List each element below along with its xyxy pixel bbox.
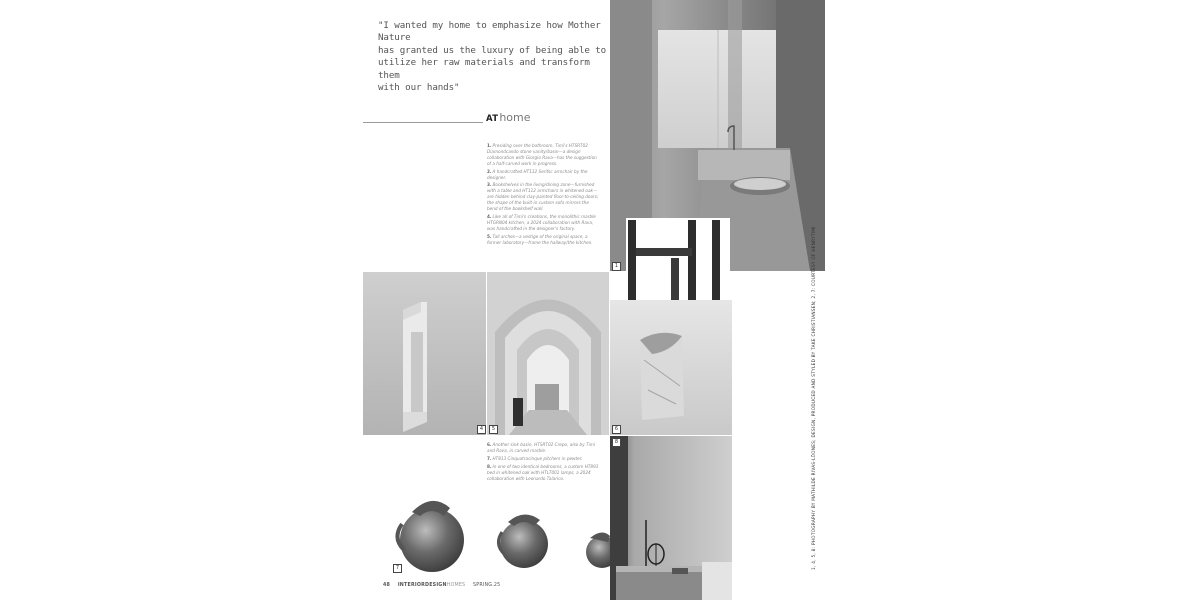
page-footer [383,583,506,588]
arches-image [487,272,609,435]
caption-3: 3.Bookshelves in the living/dining zone—furnished with a table and HT112 armchairs in whitened oak—are hidden behind clay-painted floor-to-ceiling doors; the shape of the built-in custom sofa mirrors the bend of the bookshelf wall. [487,182,599,212]
captions-top [487,143,599,248]
photo-label-1: 1 [612,262,621,271]
caption-7: 7.HT813 Cinquatracinque pitchers in pewter. [487,455,583,461]
pull-quote: "I wanted my home to emphasize how Mother Nature has granted us the luxury of being able to utilize her raw materials and transform them with our hands" [378,20,607,94]
armchair-image [626,218,730,310]
section-title: home [499,111,531,124]
heading-rule [363,122,483,123]
magazine-brand: INTERIORDESIGNHOMES [397,583,466,588]
photo-arches [487,272,609,435]
caption-8: 8.In one of two identical bedrooms, a custom HT893 bed in whitened oak with HTLT001 lamps, a 2024 collaboration with Leonardo Talarico. [487,463,599,481]
photo-pitchers [390,488,610,573]
photo-label-5: 5 [489,425,498,434]
section-prefix: AT [486,114,499,124]
photo-kitchen [363,272,486,435]
photo-basin [610,300,732,435]
caption-6: 6.Another sink basin, HTSRT02 Crepo, also by Timi and Rava, in carved marble. [487,442,595,453]
bedroom-image [610,436,732,600]
photo-label-4: 4 [477,425,486,434]
section-heading [486,111,531,124]
pitchers-image [390,488,610,573]
captions-bottom [487,442,599,483]
photo-label-8: 8 [612,438,621,447]
caption-1: 1.Presiding over the bathroom, Timi's HTSRT02 Diamondcando stone vanity/basin—a design collaboration with Giorgio Rava—has the suggestion of a half-carved work in progress. [487,143,597,166]
photo-label-7: 7 [393,564,402,573]
photo-label-6: 6 [612,425,621,434]
photo-credit: 1, 4, 5, 8: PHOTOGRAPHY BY MATHILDE RIVAS-LÖONES; DESIGN, PRODUCED AND STYLED BY TAKE CHRISTIANSEN; 2, 7: COURTESY OF HENRYTIMI [811,226,816,570]
caption-4: 4.Like all of Timi's creations, the monolithic marble HTGRN04 kitchen, a 2024 collaboration with Rava, was handcrafted in the designer's factory. [487,213,596,231]
issue-label: SPRING.25 [473,583,501,588]
photo-bedroom [610,436,732,600]
basin-image [610,300,732,435]
page-number: 48 [383,583,391,588]
photo-armchair [626,218,730,310]
caption-5: 5.Tall arches—a vestige of the original space, a former laboratory—frame the hallway/the kitchen. [487,233,593,245]
caption-2: 2.A handcrafted HT112 Serifsc armchair by the designer. [487,168,588,180]
kitchen-image [363,272,486,435]
